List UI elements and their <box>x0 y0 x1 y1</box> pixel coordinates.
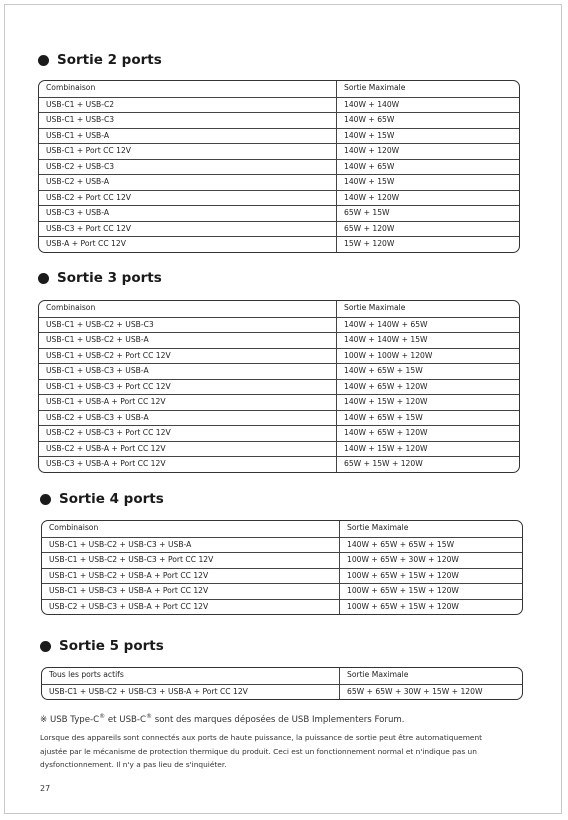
cell-combination: USB-C1 + USB-C2 + USB-C3 <box>39 318 337 333</box>
cell-max-output: 65W + 15W <box>344 208 390 217</box>
bullet-icon <box>38 55 49 66</box>
trademark-text-b: et USB-C <box>105 714 147 725</box>
table-row <box>39 332 519 348</box>
cell-combination: USB-C1 + USB-A <box>39 129 337 144</box>
cell-combination: USB-C1 + USB-C3 <box>39 113 337 128</box>
cell-combination: USB-C3 + USB-A <box>39 206 337 221</box>
header-max-output: Sortie Maximale <box>347 523 409 532</box>
cell-combination: USB-C2 + USB-C3 + USB-A <box>39 411 337 426</box>
cell-max-output: 65W + 15W + 120W <box>344 459 423 468</box>
cell-max-output: 140W + 140W + 15W <box>344 335 428 344</box>
table-row <box>39 348 519 364</box>
cell-max-output: 15W + 120W <box>344 239 395 248</box>
section-heading <box>38 268 162 288</box>
table-row <box>39 456 519 472</box>
section-title: Sortie 3 ports <box>57 270 162 286</box>
table-row <box>39 143 519 159</box>
cell-combination: USB-C1 + USB-C2 + USB-C3 + Port CC 12V <box>42 553 340 568</box>
section-4-ports <box>40 489 164 509</box>
registered-mark: ® <box>99 713 106 720</box>
cell-combination: USB-A + Port CC 12V <box>39 237 337 252</box>
table-5-ports <box>41 667 523 700</box>
cell-max-output: 140W + 120W <box>344 192 400 202</box>
cell-max-output: 140W + 65W + 120W <box>344 428 428 437</box>
table-row <box>39 159 519 175</box>
bullet-icon <box>40 641 51 652</box>
cell-max-output: 140W + 15W + 120W <box>344 397 428 406</box>
cell-max-output: 100W + 100W + 120W <box>344 350 433 360</box>
thermal-protection-paragraph: Lorsque des appareils sont connectés aux ports de haute puissance, la puissance de sortie peut être automatiquement ajustée par le mécanisme de protection thermique du produit. Ceci est un fonctionnement normal et n'indique pas un dysfonctionnement. Il n'y a pas lieu de s'inquiéter. <box>40 733 483 769</box>
header-combination: Combinaison <box>39 301 337 317</box>
cell-max-output: 100W + 65W + 15W + 120W <box>347 586 459 595</box>
header-max-output: Sortie Maximale <box>344 303 406 312</box>
table-row <box>42 684 522 700</box>
table-row <box>39 205 519 221</box>
cell-combination: USB-C1 + USB-C3 + USB-A <box>39 364 337 379</box>
table-row <box>39 97 519 113</box>
cell-combination: USB-C3 + Port CC 12V <box>39 222 337 237</box>
header-combination: Combinaison <box>42 521 340 537</box>
table-row <box>42 568 522 584</box>
section-title: Sortie 4 ports <box>59 491 164 507</box>
cell-combination: USB-C1 + USB-C2 <box>39 98 337 113</box>
table-row <box>39 128 519 144</box>
bullet-icon <box>40 494 51 505</box>
cell-combination: USB-C2 + USB-C3 <box>39 160 337 175</box>
table-row <box>42 599 522 615</box>
trademark-note <box>40 713 405 725</box>
cell-combination: USB-C3 + USB-A + Port CC 12V <box>39 457 337 472</box>
cell-combination: USB-C1 + USB-C2 + USB-C3 + USB-A <box>42 538 340 553</box>
cell-max-output: 65W + 65W + 30W + 15W + 120W <box>347 686 483 696</box>
cell-max-output: 140W + 65W + 15W <box>344 366 423 375</box>
cell-combination: USB-C1 + USB-C2 + USB-A + Port CC 12V <box>42 569 340 584</box>
cell-combination: USB-C1 + USB-C2 + USB-A <box>39 333 337 348</box>
table-3-ports <box>38 300 520 473</box>
table-row <box>39 379 519 395</box>
cell-combination: USB-C1 + USB-C3 + USB-A + Port CC 12V <box>42 584 340 599</box>
table-header-row <box>42 521 522 537</box>
section-heading <box>40 636 164 656</box>
table-row <box>42 537 522 553</box>
cell-combination: USB-C2 + Port CC 12V <box>39 191 337 206</box>
cell-combination: USB-C2 + USB-C3 + USB-A + Port CC 12V <box>42 600 340 615</box>
table-header-row <box>39 81 519 97</box>
note-mark-icon: ※ <box>40 714 48 725</box>
section-5-ports <box>40 636 164 656</box>
cell-max-output: 140W + 65W + 15W <box>344 412 423 422</box>
trademark-text-c: sont des marques déposées de USB Implementers Forum. <box>152 714 405 725</box>
table-2-ports <box>38 80 520 253</box>
cell-combination: USB-C1 + Port CC 12V <box>39 144 337 159</box>
header-combination: Combinaison <box>39 81 337 97</box>
table-row <box>39 394 519 410</box>
cell-max-output: 140W + 15W + 120W <box>344 443 428 453</box>
cell-combination: USB-C2 + USB-A <box>39 175 337 190</box>
table-row <box>39 190 519 206</box>
page-number: 27 <box>40 784 51 793</box>
table-row <box>39 236 519 252</box>
registered-mark: ® <box>146 713 153 720</box>
cell-max-output: 65W + 120W <box>344 223 395 233</box>
cell-max-output: 140W + 140W + 65W <box>344 319 428 329</box>
bullet-icon <box>38 273 49 284</box>
header-combination: Tous les ports actifs <box>42 668 340 684</box>
cell-max-output: 140W + 65W + 65W + 15W <box>347 539 455 549</box>
cell-max-output: 100W + 65W + 15W + 120W <box>347 601 459 611</box>
cell-combination: USB-C1 + USB-C3 + Port CC 12V <box>39 380 337 395</box>
cell-combination: USB-C1 + USB-C2 + Port CC 12V <box>39 349 337 364</box>
header-max-output: Sortie Maximale <box>344 83 406 92</box>
cell-max-output: 140W + 120W <box>344 146 400 155</box>
table-4-ports <box>41 520 523 615</box>
cell-combination: USB-C2 + USB-C3 + Port CC 12V <box>39 426 337 441</box>
table-row <box>39 174 519 190</box>
table-row <box>42 583 522 599</box>
section-heading <box>40 489 164 509</box>
section-heading <box>38 50 162 70</box>
table-header-row <box>39 301 519 317</box>
cell-max-output: 100W + 65W + 15W + 120W <box>347 570 459 580</box>
table-header-row <box>42 668 522 684</box>
table-row <box>39 441 519 457</box>
cell-combination: USB-C1 + USB-A + Port CC 12V <box>39 395 337 410</box>
header-max-output: Sortie Maximale <box>347 670 409 679</box>
cell-combination: USB-C2 + USB-A + Port CC 12V <box>39 442 337 457</box>
table-row <box>42 552 522 568</box>
section-title: Sortie 5 ports <box>59 638 164 654</box>
table-row <box>39 425 519 441</box>
cell-combination: USB-C1 + USB-C2 + USB-C3 + USB-A + Port CC 12V <box>42 685 340 700</box>
table-row <box>39 363 519 379</box>
section-3-ports <box>38 268 162 288</box>
table-row <box>39 317 519 333</box>
cell-max-output: 140W + 65W <box>344 115 395 124</box>
section-2-ports <box>38 50 162 70</box>
cell-max-output: 140W + 65W + 120W <box>344 381 428 391</box>
cell-max-output: 140W + 65W <box>344 161 395 171</box>
trademark-text-a: USB Type-C <box>49 714 100 725</box>
table-row <box>39 410 519 426</box>
cell-max-output: 140W + 15W <box>344 130 395 140</box>
table-row <box>39 112 519 128</box>
cell-max-output: 140W + 15W <box>344 177 395 186</box>
section-title: Sortie 2 ports <box>57 52 162 68</box>
table-row <box>39 221 519 237</box>
cell-max-output: 100W + 65W + 30W + 120W <box>347 555 459 564</box>
cell-max-output: 140W + 140W <box>344 99 400 109</box>
